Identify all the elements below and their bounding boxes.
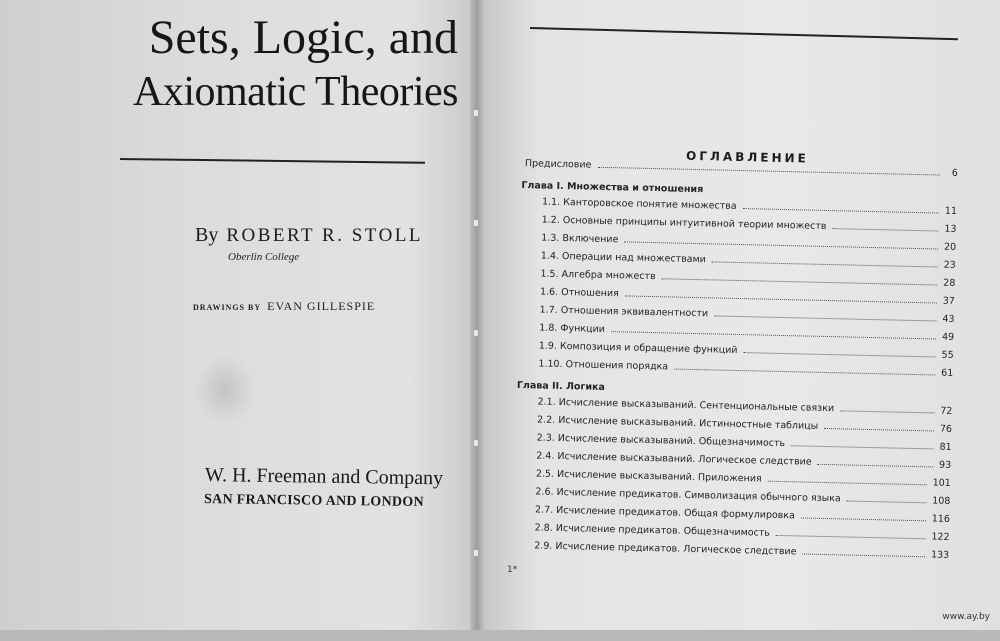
- toc-entry: [536, 450, 951, 471]
- toc-entry-label: 1.6. Отношения: [539, 286, 619, 300]
- toc-entry: [540, 268, 955, 289]
- toc-leader-dots: [625, 295, 937, 303]
- toc-entry: [538, 358, 953, 379]
- toc-page-number: 49: [941, 331, 955, 343]
- toc-entry-label: 1.1. Канторовское понятие множества: [541, 196, 737, 212]
- toc-entry: [539, 340, 954, 361]
- toc-page-number: 55: [941, 349, 954, 361]
- toc-entry-label: 2.1. Исчисление высказываний. Сентенциональные связки: [537, 396, 835, 415]
- by-label: By: [195, 224, 219, 246]
- toc-leader-dots: [847, 501, 926, 504]
- toc-entry-label: 2.8. Исчисление предикатов. Общезначимость: [534, 522, 771, 539]
- author-name: ROBERT R. STOLL: [226, 225, 423, 246]
- signature-mark: 1*: [507, 565, 518, 575]
- toc-page-number: 72: [940, 405, 953, 417]
- toc-page-number: 23: [943, 259, 956, 271]
- toc-leader-dots: [801, 517, 926, 521]
- toc-page-number: 61: [941, 367, 954, 379]
- toc-leader-dots: [662, 278, 938, 285]
- publisher-cities: SAN FRANCISCO AND LONDON: [203, 492, 425, 511]
- toc-entry: [537, 432, 952, 453]
- toc-leader-dots: [824, 428, 934, 431]
- toc-entry-label: 1.5. Алгебра множеств: [540, 268, 656, 283]
- toc-leader-dots: [768, 481, 927, 486]
- toc-entry-label: 1.4. Операции над множествами: [540, 250, 707, 266]
- toc-page-number: 11: [944, 205, 958, 217]
- toc-leader-dots: [712, 261, 938, 267]
- toc-leader-dots: [791, 445, 933, 449]
- toc-entry-label: 1.7. Отношения эквивалентности: [539, 304, 709, 320]
- toc-leader-dots: [743, 208, 939, 213]
- toc-leader-dots: [743, 352, 935, 357]
- author-affiliation: Oberlin College: [228, 251, 300, 263]
- toc-page-number: 101: [932, 477, 951, 489]
- toc-entry-label: 1.8. Функции: [539, 322, 606, 335]
- toc-page-number: 37: [942, 295, 956, 307]
- toc-heading: ОГЛАВЛЕНИЕ: [685, 148, 809, 166]
- toc-leader-dots: [818, 464, 933, 468]
- toc-entry: [537, 414, 952, 435]
- toc-page-number: 93: [938, 459, 952, 471]
- toc-page-number: 108: [932, 495, 951, 507]
- toc-leader-dots: [624, 241, 938, 249]
- toc-entry: [534, 540, 949, 561]
- book-title-line1: Sets, Logic, and: [148, 11, 458, 64]
- toc-entry-label: 2.2. Исчисление высказываний. Истинностные таблицы: [536, 414, 819, 432]
- toc-entry-label: 1.3. Включение: [541, 232, 619, 246]
- toc-page-number: 122: [931, 531, 950, 543]
- toc-entry: [535, 486, 950, 507]
- toc-entry-label: 2.3. Исчисление высказываний. Общезначимость: [536, 432, 786, 450]
- toc-entry: [539, 304, 954, 325]
- toc-leader-dots: [802, 554, 925, 558]
- toc-entry-label: 2.4. Исчисление высказываний. Логическое следствие: [536, 450, 812, 468]
- watermark: www.ay.by: [942, 612, 990, 622]
- toc-leader-dots: [597, 167, 939, 176]
- toc-page-number: 116: [931, 513, 951, 525]
- toc-leader-dots: [674, 369, 935, 376]
- toc-entry: [541, 233, 956, 254]
- toc-entry-label: 2.5. Исчисление высказываний. Приложения: [535, 468, 762, 485]
- toc-leader-dots: [714, 315, 936, 321]
- toc-entry-label: 1.9. Композиция и обращение функций: [538, 340, 738, 356]
- illustrator-name: EVAN GILLESPIE: [267, 299, 376, 313]
- toc-page-number: 20: [943, 241, 957, 253]
- toc-entry: [536, 468, 951, 489]
- toc-page-number: 76: [939, 423, 953, 435]
- toc-entry-label: 1.10. Отношения порядка: [538, 358, 669, 373]
- toc-leader-dots: [611, 331, 936, 339]
- toc-page-number: 133: [930, 549, 950, 561]
- toc-entry-label: Предисловие: [524, 158, 592, 171]
- toc-leader-dots: [840, 410, 934, 413]
- toc-entry-label: Глава II. Логика: [516, 379, 606, 393]
- publisher-name: W. H. Freeman and Company: [204, 464, 444, 490]
- toc-leader-dots: [832, 228, 938, 231]
- toc-page-number: 81: [939, 441, 952, 453]
- toc-entry-label: 2.7. Исчисление предикатов. Общая формулировка: [534, 504, 795, 522]
- toc-entry: [540, 286, 955, 307]
- toc-entry: [541, 215, 956, 236]
- toc-entry-label: 1.2. Основные принципы интуитивной теории множеств: [541, 214, 827, 232]
- toc-entry: [535, 522, 950, 543]
- toc-page-number: 13: [944, 223, 957, 235]
- toc-entry-label: 2.6. Исчисление предикатов. Символизация обычного языка: [535, 486, 841, 505]
- toc-entry: [541, 250, 956, 271]
- toc-entry: [535, 504, 950, 525]
- toc-page-number: 43: [942, 313, 955, 325]
- drawings-prefix: DRAWINGS BY: [193, 303, 262, 312]
- toc-page-number: 28: [943, 277, 956, 289]
- toc-entry: [539, 322, 954, 343]
- toc-entry-label: Глава I. Множества и отношения: [521, 180, 704, 196]
- book-title-line2: Axiomatic Theories: [133, 69, 458, 115]
- toc-entry-label: 2.9. Исчисление предикатов. Логическое следствие: [534, 540, 797, 558]
- toc-leader-dots: [776, 535, 925, 539]
- toc-page-number: 6: [951, 167, 958, 179]
